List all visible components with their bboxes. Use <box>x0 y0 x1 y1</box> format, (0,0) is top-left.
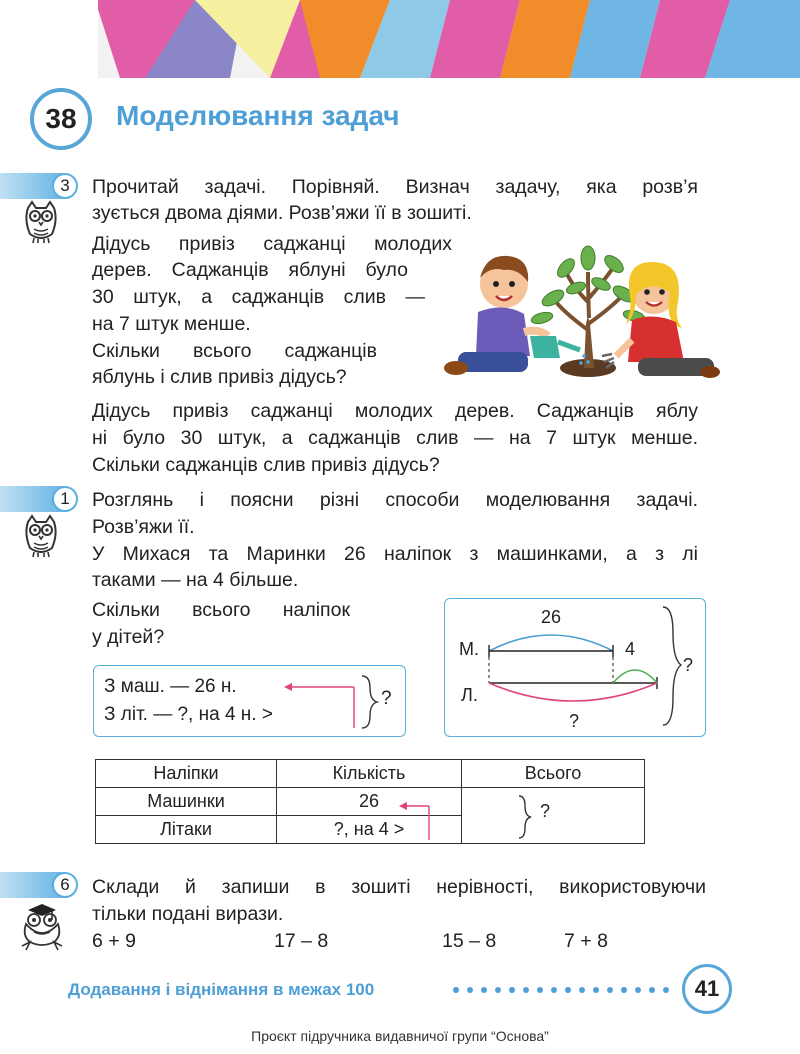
short-note-question: ? <box>381 688 392 709</box>
task6-instruction-line1: Склади й запиши в зошиті нерівності, використовуючи <box>92 876 706 898</box>
table-header-stickers: Наліпки <box>96 760 277 788</box>
short-note-box <box>93 665 406 737</box>
task3-problem1-line4: на 7 штук менше. <box>92 313 251 335</box>
task3-problem2-line2: ні було 30 штук, а саджанців слив — на 7 штук менше. <box>92 427 698 449</box>
footer-section-title: Додавання і віднімання в межах 100 <box>68 980 375 999</box>
table-cell-value: 26 <box>277 788 462 816</box>
owl-icon <box>22 200 60 249</box>
task1-problem-line2: таками — на 4 більше. <box>92 569 299 591</box>
diagram-total-question: ? <box>683 655 694 675</box>
task3-problem1-line3: 30 штук, а саджанців слив — <box>92 286 425 308</box>
task3-instruction-line2: зується двома діями. Розв’яжи її в зошиті. <box>92 202 472 224</box>
table-header-quantity: Кількість <box>277 760 462 788</box>
task3-problem1-line5: Скільки всього саджанців <box>92 340 377 362</box>
expression-2: 17 – 8 <box>274 930 329 952</box>
table-cell-value-text: ?, на 4 > <box>333 819 405 839</box>
expression-4: 7 + 8 <box>564 930 608 952</box>
table-total-question: ? <box>540 801 551 821</box>
short-note-line2: З літ. — ?, на 4 н. > <box>104 704 273 725</box>
task1-instruction-line1: Розглянь і поясни різні способи моделювання задачі. <box>92 489 698 511</box>
diagram-bottom-value: ? <box>569 711 580 731</box>
task-number-1: 1 <box>52 486 78 512</box>
table-total-cell <box>462 788 645 844</box>
short-note-line1: З маш. — 26 н. <box>104 676 237 697</box>
table-cell-value <box>277 816 462 844</box>
task3-problem1-line6: яблунь і слив привіз дідусь? <box>92 366 347 388</box>
task1-instruction-line2: Розв’яжи її. <box>92 516 195 538</box>
top-banner <box>0 0 800 78</box>
data-table <box>95 759 645 844</box>
task3-problem1-line2: дерев. Саджанців яблуні було <box>92 259 408 281</box>
task3-instruction-line1: Прочитай задачі. Порівняй. Визнач задачу, яка розв’я <box>92 176 698 198</box>
segment-diagram-box <box>444 598 706 737</box>
diagram-extra-value: 4 <box>625 639 636 659</box>
table-cell-name: Машинки <box>96 788 277 816</box>
diagram-row1-label: М. <box>459 639 479 659</box>
task-number-6: 6 <box>52 872 78 898</box>
owl-icon <box>22 514 60 563</box>
table-pink-arrow <box>277 794 461 842</box>
task3-problem2-line3: Скільки саджанців слив привіз дідусь? <box>92 454 440 476</box>
children-planting-tree-illustration <box>438 232 720 397</box>
short-note-pink-arrow <box>94 666 407 738</box>
expression-1: 6 + 9 <box>92 930 136 952</box>
lesson-title: Моделювання задач <box>116 100 400 131</box>
table-header-total: Всього <box>462 760 645 788</box>
publisher-credits: Проєкт підручника видавничої групи “Основа” <box>251 1028 549 1044</box>
frog-scholar-icon <box>18 902 66 957</box>
task1-problem-line1: У Михася та Маринки 26 наліпок з машинками, а з лі <box>92 543 698 565</box>
diagram-top-value: 26 <box>541 607 562 627</box>
page-number: 41 <box>682 964 732 1014</box>
task-number-3: 3 <box>52 173 78 199</box>
lesson-number-badge: 38 <box>30 88 92 150</box>
task3-problem1-line1: Дідусь привіз саджанці молодих <box>92 233 452 255</box>
footer-dots <box>452 983 682 997</box>
task1-question-line1: Скільки всього наліпок <box>92 599 350 621</box>
table-cell-name: Літаки <box>96 816 277 844</box>
task1-question-line2: у дітей? <box>92 626 165 648</box>
task6-instruction-line2: тільки подані вирази. <box>92 903 284 925</box>
expression-3: 15 – 8 <box>442 930 497 952</box>
task3-problem2-line1: Дідусь привіз саджанці молодих дерев. Саджанців яблу <box>92 400 698 422</box>
table-brace <box>517 794 533 840</box>
diagram-row2-label: Л. <box>461 685 478 705</box>
